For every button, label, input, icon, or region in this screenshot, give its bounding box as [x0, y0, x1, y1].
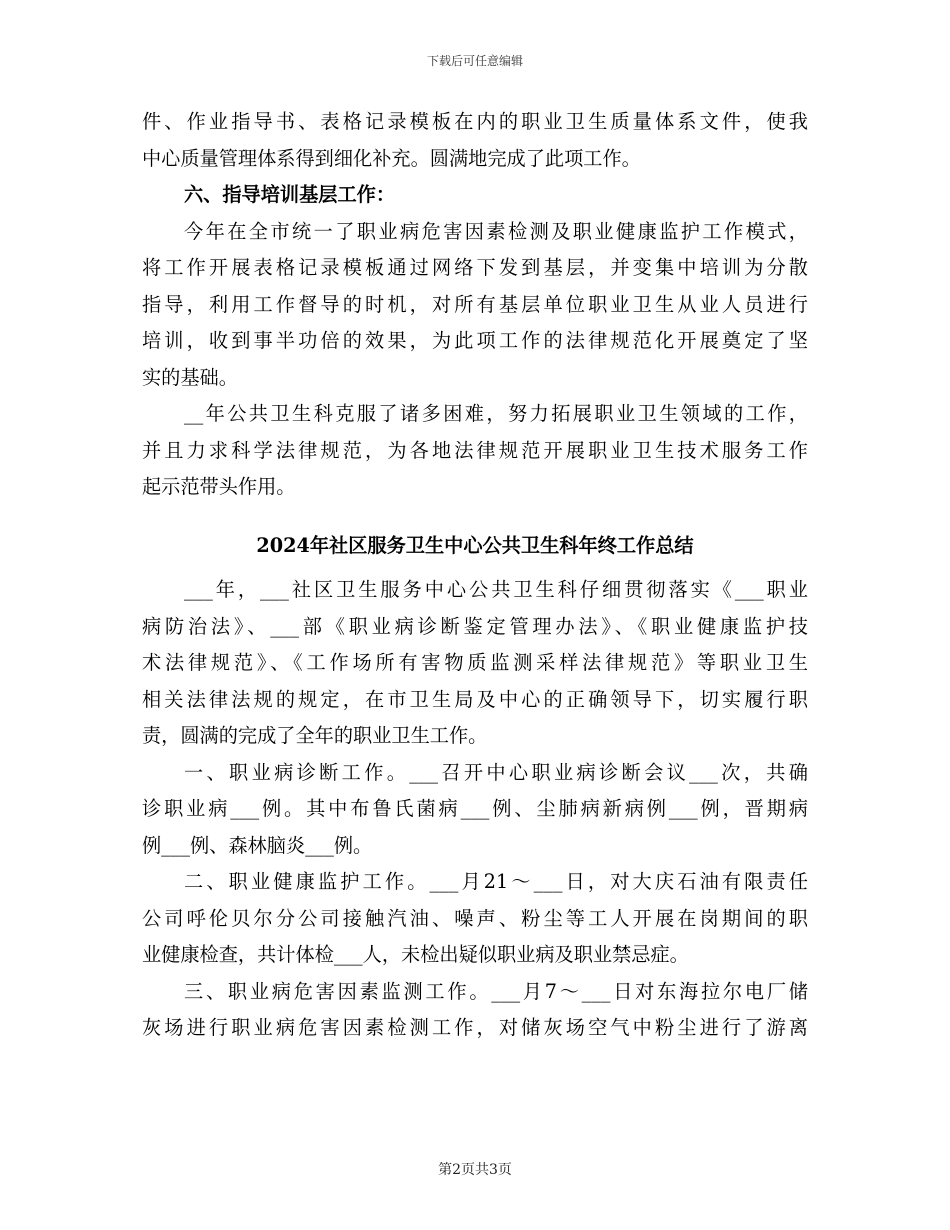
text-line: 三、职业病危害因素监测工作。___月7～___日对东海拉尔电厂储 — [184, 979, 808, 1003]
text-line: 二、职业健康监护工作。___月21～___日，对大庆石油有限责任 — [184, 870, 808, 893]
text-line: 并且力求科学法律规范，为各地法律规范开展职业卫生技术服务工作 — [142, 438, 808, 462]
text-line: 起示范带头作用。 — [142, 475, 296, 498]
text-line: 指导，利用工作督导的时机，对所有基层单位职业卫生从业人员进行 — [142, 292, 808, 316]
text-line: ___年，___社区卫生服务中心公共卫生科仔细贯彻落实《___职业 — [184, 578, 808, 601]
paragraph-hazard-monitoring — [142, 974, 808, 1047]
paragraph-summary — [142, 396, 808, 506]
text-line: 今年在全市统一了职业病危害因素检测及职业健康监护工作模式， — [184, 219, 808, 243]
text-line: 术法律规范》、《工作场所有害物质监测采样法律规范》等职业卫生 — [142, 651, 808, 674]
text-line: 一、职业病诊断工作。___召开中心职业病诊断会议___次，共确 — [184, 760, 808, 784]
page-number: 第2页共3页 — [438, 1162, 512, 1178]
document-body — [142, 104, 808, 1047]
text-line: 诊职业病___例。其中布鲁氏菌病___例、尘肺病新病例___例，晋期病 — [142, 797, 808, 820]
text-line: 病防治法》、___部《职业病诊断鉴定管理办法》、《职业健康监护技 — [142, 614, 808, 638]
text-line: 培训，收到事半功倍的效果，为此项工作的法律规范化开展奠定了坚 — [142, 329, 808, 352]
paragraph-health-monitoring — [142, 864, 808, 974]
text-line: 相关法律法规的规定，在市卫生局及中心的正确领导下，切实履行职 — [142, 687, 808, 711]
text-line: 灰场进行职业病危害因素检测工作，对储灰场空气中粉尘进行了游离 — [142, 1016, 808, 1039]
text-line: 业健康检查，共计体检___人，未检出疑似职业病及职业禁忌症。 — [142, 943, 689, 966]
text-line: 公司呼伦贝尔分公司接触汽油、噪声、粉尘等工人开展在岗期间的职 — [142, 906, 808, 930]
document-title: 2024年社区服务卫生中心公共卫生科年终工作总结 — [256, 533, 694, 557]
text-line: 实的基础。 — [142, 365, 238, 389]
text-line: 将工作开展表格记录模板通过网络下发到基层，并变集中培训为分散 — [142, 256, 808, 279]
section-heading-training: 六、指导培训基层工作： — [184, 183, 396, 206]
text-line: 件、作业指导书、表格记录模板在内的职业卫生质量体系文件，使我 — [142, 110, 808, 133]
paragraph-diagnosis — [142, 755, 808, 865]
paragraph-intro — [142, 572, 808, 755]
text-line: 例___例、森林脑炎___例。 — [142, 833, 373, 857]
text-line: 责，圆满的完成了全年的职业卫生工作。 — [142, 724, 488, 747]
text-line: __年公共卫生科克服了诸多困难，努力拓展职业卫生领域的工作， — [184, 402, 808, 425]
text-line: 中心质量管理体系得到细化补充。圆满地完成了此项工作。 — [142, 146, 641, 170]
paragraph-training — [142, 214, 808, 397]
paragraph-quality-system — [142, 104, 808, 177]
header-note: 下载后可任意编辑 — [426, 54, 523, 68]
